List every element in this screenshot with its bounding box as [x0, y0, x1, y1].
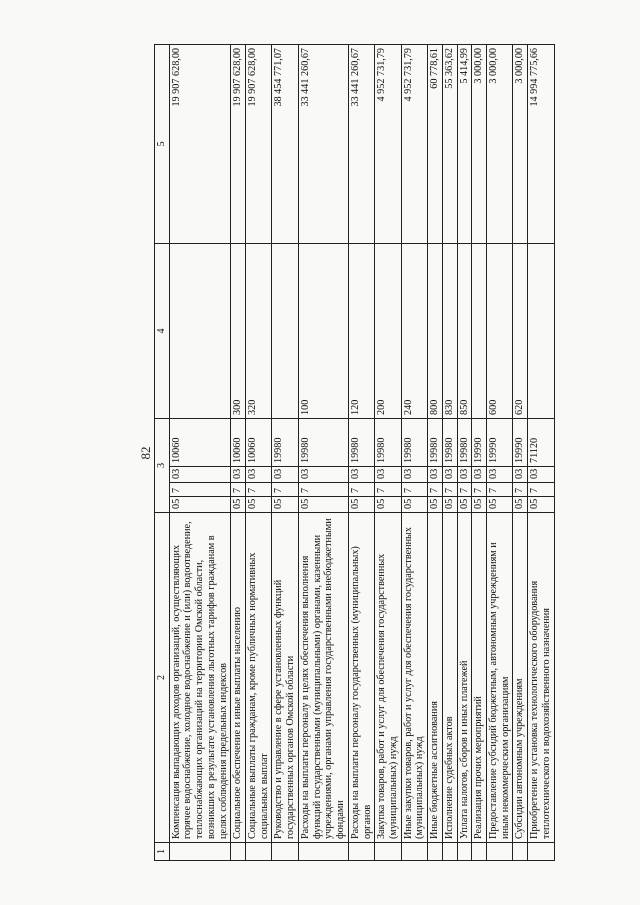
- code-program-cell: 7: [169, 482, 231, 496]
- code-section-cell: 05: [246, 496, 272, 512]
- code-program-cell: 7: [528, 482, 554, 496]
- code-direction-cell: 19990: [486, 418, 512, 466]
- code-program-cell: 7: [472, 482, 487, 496]
- row-index-cell: [246, 842, 272, 860]
- table-row: [528, 44, 554, 860]
- table-body: [169, 44, 554, 860]
- row-index-cell: [486, 842, 512, 860]
- amount-cell: 5 414,99: [457, 44, 472, 243]
- code-section-cell: 05: [375, 496, 401, 512]
- row-name-cell: Руководство и управление в сфере установленных функций государственных органов Омской области: [272, 512, 298, 842]
- code-direction-cell: 10060: [231, 418, 246, 466]
- table-row: [442, 44, 457, 860]
- code-program-cell: 7: [246, 482, 272, 496]
- expense-type-cell: [272, 243, 298, 418]
- row-name-cell: Закупка товаров, работ и услуг для обеспечения государственных (муниципальных) нужд: [375, 512, 401, 842]
- code-subprogram-cell: 03: [375, 466, 401, 482]
- row-name-cell: Уплата налогов, сборов и иных платежей: [457, 512, 472, 842]
- row-index-cell: [169, 842, 231, 860]
- code-section-cell: 05: [428, 496, 443, 512]
- row-index-cell: [513, 842, 528, 860]
- expense-type-cell: 800: [428, 243, 443, 418]
- amount-cell: 55 363,62: [442, 44, 457, 243]
- code-program-cell: 7: [231, 482, 246, 496]
- code-subprogram-cell: 03: [298, 466, 348, 482]
- code-subprogram-cell: 03: [513, 466, 528, 482]
- amount-cell: 3 000,00: [472, 44, 487, 243]
- amount-cell: 19 907 628,00: [231, 44, 246, 243]
- code-subprogram-cell: 03: [528, 466, 554, 482]
- row-name-cell: Предоставление субсидий бюджетным, автономным учреждениям и иным некоммерческим организациям: [486, 512, 512, 842]
- expense-type-cell: 300: [231, 243, 246, 418]
- code-section-cell: 05: [457, 496, 472, 512]
- expense-type-cell: 240: [401, 243, 427, 418]
- code-program-cell: 7: [486, 482, 512, 496]
- code-program-cell: 7: [513, 482, 528, 496]
- code-subprogram-cell: 03: [272, 466, 298, 482]
- code-program-cell: 7: [272, 482, 298, 496]
- code-section-cell: 05: [513, 496, 528, 512]
- code-section-cell: 05: [472, 496, 487, 512]
- amount-cell: 4 952 731,79: [401, 44, 427, 243]
- code-section-cell: 05: [486, 496, 512, 512]
- expense-type-cell: 620: [513, 243, 528, 418]
- row-index-cell: [528, 842, 554, 860]
- row-index-cell: [348, 842, 374, 860]
- row-index-cell: [457, 842, 472, 860]
- table-row: [231, 44, 246, 860]
- code-direction-cell: 19980: [428, 418, 443, 466]
- header-col-5: 5: [155, 44, 170, 243]
- amount-cell: 19 907 628,00: [169, 44, 231, 243]
- code-direction-cell: 19980: [375, 418, 401, 466]
- row-index-cell: [442, 842, 457, 860]
- code-direction-cell: 19990: [472, 418, 487, 466]
- amount-cell: 3 000,00: [513, 44, 528, 243]
- table-row: [375, 44, 401, 860]
- code-direction-cell: 19980: [442, 418, 457, 466]
- code-direction-cell: 19980: [401, 418, 427, 466]
- row-name-cell: Расходы на выплаты персоналу в целях обеспечения выполнения функций государственными (муниципальными) органами, казенными учреждениями, органами управления государственными внебюджетными фондами: [298, 512, 348, 842]
- code-section-cell: 05: [528, 496, 554, 512]
- amount-cell: 60 778,61: [428, 44, 443, 243]
- code-subprogram-cell: 03: [348, 466, 374, 482]
- code-subprogram-cell: 03: [231, 466, 246, 482]
- expense-type-cell: 600: [486, 243, 512, 418]
- page-number: 82: [138, 446, 153, 459]
- header-col-2: 2: [155, 512, 170, 842]
- row-name-cell: Иные закупки товаров, работ и услуг для обеспечения государственных (муниципальных) нужд: [401, 512, 427, 842]
- expense-type-cell: 320: [246, 243, 272, 418]
- expense-type-cell: 850: [457, 243, 472, 418]
- row-name-cell: Иные бюджетные ассигнования: [428, 512, 443, 842]
- code-direction-cell: 19990: [513, 418, 528, 466]
- header-col-1: 1: [155, 842, 170, 860]
- code-program-cell: 7: [375, 482, 401, 496]
- code-direction-cell: 19980: [272, 418, 298, 466]
- table-row: [472, 44, 487, 860]
- row-name-cell: Субсидии автономным учреждениям: [513, 512, 528, 842]
- code-program-cell: 7: [298, 482, 348, 496]
- code-section-cell: 05: [272, 496, 298, 512]
- table-row: [428, 44, 443, 860]
- code-program-cell: 7: [348, 482, 374, 496]
- code-direction-cell: 71120: [528, 418, 554, 466]
- code-section-cell: 05: [348, 496, 374, 512]
- code-section-cell: 05: [231, 496, 246, 512]
- table-row: [246, 44, 272, 860]
- row-name-cell: Приобретение и установка технологического оборудования теплотехнического и водохозяйственного назначения: [528, 512, 554, 842]
- amount-cell: 33 441 260,67: [348, 44, 374, 243]
- code-subprogram-cell: 03: [472, 466, 487, 482]
- expense-type-cell: 200: [375, 243, 401, 418]
- code-subprogram-cell: 03: [428, 466, 443, 482]
- row-name-cell: Социальные выплаты гражданам, кроме публичных нормативных социальных выплат: [246, 512, 272, 842]
- code-direction-cell: 10060: [246, 418, 272, 466]
- code-section-cell: 05: [169, 496, 231, 512]
- table-row: [298, 44, 348, 860]
- header-col-3: 3: [155, 418, 170, 512]
- expense-type-cell: [472, 243, 487, 418]
- row-name-cell: Компенсация выпадающих доходов организаций, осуществляющих горячее водоснабжение, холодное водоснабжение и (или) водоотведение, теплоснабжающих организаций на территории Омской области, возникших в результате установления льготных тарифов гражданам в целях соблюдения предельных индексов: [169, 512, 231, 842]
- expense-type-cell: 830: [442, 243, 457, 418]
- expense-type-cell: [169, 243, 231, 418]
- header-col-4: 4: [155, 243, 170, 418]
- code-subprogram-cell: 03: [486, 466, 512, 482]
- row-name-cell: Исполнение судебных актов: [442, 512, 457, 842]
- code-direction-cell: 19980: [348, 418, 374, 466]
- code-section-cell: 05: [442, 496, 457, 512]
- code-subprogram-cell: 03: [169, 466, 231, 482]
- table-header-row: [155, 44, 170, 860]
- amount-cell: 14 994 775,66: [528, 44, 554, 243]
- code-program-cell: 7: [428, 482, 443, 496]
- row-name-cell: Реализация прочих мероприятий: [472, 512, 487, 842]
- table-row: [272, 44, 298, 860]
- amount-cell: 38 454 771,07: [272, 44, 298, 243]
- code-direction-cell: 19980: [457, 418, 472, 466]
- table-row: [513, 44, 528, 860]
- code-subprogram-cell: 03: [442, 466, 457, 482]
- expense-type-cell: [528, 243, 554, 418]
- code-subprogram-cell: 03: [246, 466, 272, 482]
- amount-cell: 4 952 731,79: [375, 44, 401, 243]
- code-section-cell: 05: [401, 496, 427, 512]
- code-program-cell: 7: [457, 482, 472, 496]
- table-row: [486, 44, 512, 860]
- amount-cell: 19 907 628,00: [246, 44, 272, 243]
- code-program-cell: 7: [442, 482, 457, 496]
- table-row: [348, 44, 374, 860]
- code-direction-cell: 10060: [169, 418, 231, 466]
- amount-cell: 33 441 260,67: [298, 44, 348, 243]
- code-subprogram-cell: 03: [457, 466, 472, 482]
- expense-type-cell: 100: [298, 243, 348, 418]
- code-direction-cell: 19980: [298, 418, 348, 466]
- row-index-cell: [231, 842, 246, 860]
- table-row: [401, 44, 427, 860]
- row-index-cell: [428, 842, 443, 860]
- row-index-cell: [272, 842, 298, 860]
- row-index-cell: [298, 842, 348, 860]
- row-index-cell: [375, 842, 401, 860]
- code-program-cell: 7: [401, 482, 427, 496]
- row-name-cell: Социальное обеспечение и иные выплаты населению: [231, 512, 246, 842]
- budget-table: [154, 43, 555, 860]
- amount-cell: 3 000,00: [486, 44, 512, 243]
- code-subprogram-cell: 03: [401, 466, 427, 482]
- expense-type-cell: 120: [348, 243, 374, 418]
- row-index-cell: [472, 842, 487, 860]
- row-index-cell: [401, 842, 427, 860]
- code-section-cell: 05: [298, 496, 348, 512]
- rotated-page-content: [40, 23, 600, 883]
- row-name-cell: Расходы на выплаты персоналу государственных (муниципальных) органов: [348, 512, 374, 842]
- table-row: [169, 44, 231, 860]
- table-row: [457, 44, 472, 860]
